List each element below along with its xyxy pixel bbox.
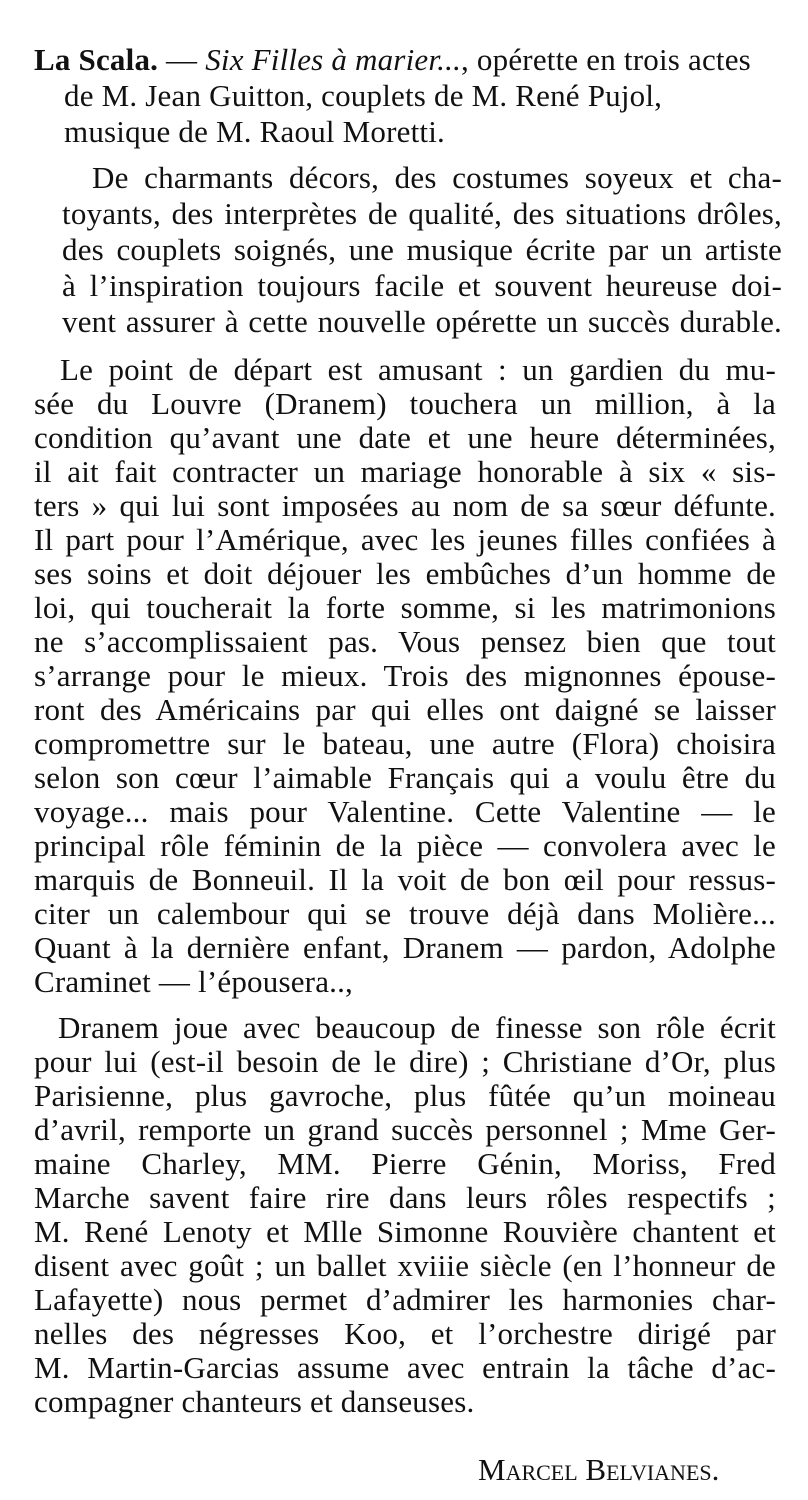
paragraph-line: loi, qui toucherait la forte somme, si les matrimonions <box>34 590 776 625</box>
paragraph-line: Marche savent faire rire dans leurs rôles respectifs ; <box>34 1180 776 1215</box>
article-heading-line-2: de M. Jean Guitton, couplets de M. René Pujol, <box>64 78 663 113</box>
paragraph-line: ses soins et doit déjouer les embûches d’un homme de <box>34 556 776 591</box>
paragraph-line: citer un calembour qui se trouve déjà dans Molière... <box>34 896 776 931</box>
paragraph-line: Le point de départ est amusant : un gardien du mu- <box>60 352 776 387</box>
paragraph-line: M. Martin-Garcias assume avec entrain la tâche d’ac- <box>34 1350 776 1385</box>
paragraph-line: Parisienne, plus gavroche, plus fûtée qu’un moineau <box>34 1078 776 1113</box>
paragraph-line: des couplets soignés, une musique écrite par un artiste <box>62 232 782 267</box>
paragraph-line: pour lui (est-il besoin de le dire) ; Christiane d’Or, plus <box>34 1044 776 1079</box>
signature-name: Marcel Belvianes. <box>478 1452 720 1487</box>
paragraph-line: ne s’accomplissaient pas. Vous pensez bien que tout <box>34 624 776 659</box>
paragraph-line: compromettre sur le bateau, une autre (Flora) choisira <box>34 726 776 761</box>
paragraph-line: toyants, des interprètes de qualité, des situations drôles, <box>62 196 782 231</box>
paragraph-line: selon son cœur l’aimable Français qui a voulu être du <box>34 760 776 795</box>
paragraph-line: Dranem joue avec beaucoup de finesse son rôle écrit <box>58 1010 776 1045</box>
paragraph-line: ront des Américains par qui elles ont daigné se laisser <box>34 692 776 727</box>
paragraph-line: sée du Louvre (Dranem) touchera un million, à la <box>34 386 776 421</box>
paragraph-line: compagner chanteurs et danseuses. <box>34 1384 475 1419</box>
paragraph-line: M. René Lenoty et Mlle Simonne Rouvière chantent et <box>34 1214 776 1249</box>
paragraph-line: Lafayette) nous permet d’admirer les harmonies char- <box>34 1282 776 1317</box>
paragraph-line: Craminet — l’épousera.., <box>34 964 354 999</box>
paragraph-line: maine Charley, MM. Pierre Génin, Moriss, Fred <box>34 1146 776 1181</box>
paragraph-line: nelles des négresses Koo, et l’orchestre dirigé par <box>34 1316 776 1351</box>
paragraph-line: marquis de Bonneuil. Il la voit de bon œil pour ressus- <box>34 862 776 897</box>
heading-dash: — <box>158 42 206 77</box>
paragraph-line: ters » qui lui sont imposées au nom de sa sœur défunte. <box>34 488 776 523</box>
article-heading-line-1 <box>34 42 751 78</box>
paragraph-line: d’avril, remporte un grand succès personnel ; Mme Ger- <box>34 1112 776 1147</box>
paragraph-line: s’arrange pour le mieux. Trois des mignonnes épouse- <box>34 658 776 693</box>
play-title: Six Filles à marier... <box>205 42 462 77</box>
heading-rest: , opérette en trois actes <box>461 42 751 77</box>
paragraph-line: principal rôle féminin de la pièce — convolera avec le <box>34 828 776 863</box>
article-heading-line-3: musique de M. Raoul Moretti. <box>64 114 446 149</box>
author-signature <box>478 1452 719 1488</box>
paragraph-line: il ait fait contracter un mariage honorable à six « sis- <box>34 454 776 489</box>
paragraph-line: Il part pour l’Amérique, avec les jeunes filles confiées à <box>34 522 776 557</box>
paragraph-line: De charmants décors, des costumes soyeux et cha- <box>92 160 782 195</box>
venue-name: La Scala. <box>34 42 159 77</box>
paragraph-line: condition qu’avant une date et une heure déterminées, <box>34 420 776 455</box>
paragraph-line: à l’inspiration toujours facile et souvent heureuse doi- <box>62 268 782 303</box>
paragraph-line: Quant à la dernière enfant, Dranem — pardon, Adolphe <box>34 930 776 965</box>
paragraph-line: voyage... mais pour Valentine. Cette Valentine — le <box>34 794 776 829</box>
paragraph-line: disent avec goût ; un ballet xviiie siècle (en l’honneur de <box>34 1248 776 1283</box>
paragraph-line: vent assurer à cette nouvelle opérette un succès durable. <box>62 304 782 339</box>
